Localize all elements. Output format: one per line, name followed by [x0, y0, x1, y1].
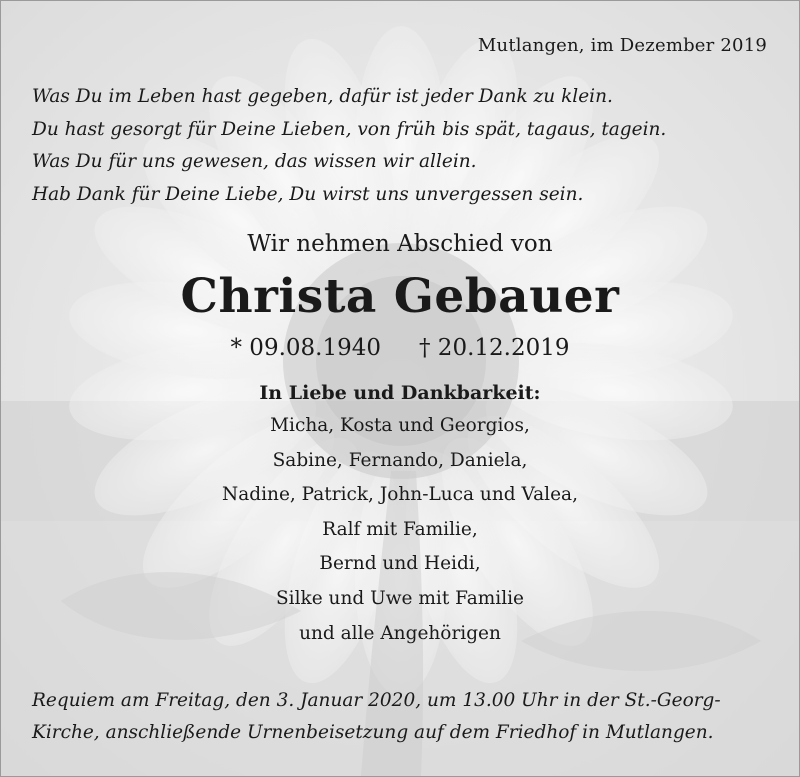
mourner-line: Sabine, Fernando, Daniela,	[272, 449, 528, 471]
mourner-line: Nadine, Patrick, John-Luca und Valea,	[222, 484, 578, 506]
memorial-poem	[32, 81, 752, 211]
death-date: † 20.12.2019	[419, 335, 570, 361]
mourner-line: Ralf mit Familie,	[322, 518, 478, 540]
mourner-line: Silke und Uwe mit Familie	[276, 587, 524, 609]
deceased-name: Christa Gebauer	[180, 269, 620, 324]
mourner-line: und alle Angehörigen	[299, 622, 501, 644]
mourners-list	[1, 409, 799, 651]
life-dates	[1, 331, 799, 365]
birth-date: * 09.08.1940	[230, 335, 381, 361]
place-and-date: Mutlangen, im Dezember 2019	[477, 35, 767, 56]
requiem-line: Kirche, anschließende Urnenbeisetzung auf dem Friedhof in Mutlangen.	[32, 722, 714, 743]
requiem-line: Requiem am Freitag, den 3. Januar 2020, um 13.00 Uhr in der St.-Georg-	[32, 690, 721, 711]
farewell-intro: Wir nehmen Abschied von	[247, 231, 553, 257]
mourners-heading: In Liebe und Dankbarkeit:	[259, 382, 541, 404]
poem-line: Du hast gesorgt für Deine Lieben, von früh bis spät, tagaus, tagein.	[32, 118, 667, 140]
mourner-line: Micha, Kosta und Georgios,	[270, 415, 530, 436]
poem-line: Was Du im Leben hast gegeben, dafür ist jeder Dank zu klein.	[32, 86, 613, 107]
requiem-info	[32, 685, 772, 749]
mourner-line: Bernd und Heidi,	[319, 553, 481, 575]
poem-line: Hab Dank für Deine Liebe, Du wirst uns unvergessen sein.	[32, 183, 584, 205]
announcement	[1, 227, 799, 651]
poem-line: Was Du für uns gewesen, das wissen wir allein.	[32, 151, 477, 172]
